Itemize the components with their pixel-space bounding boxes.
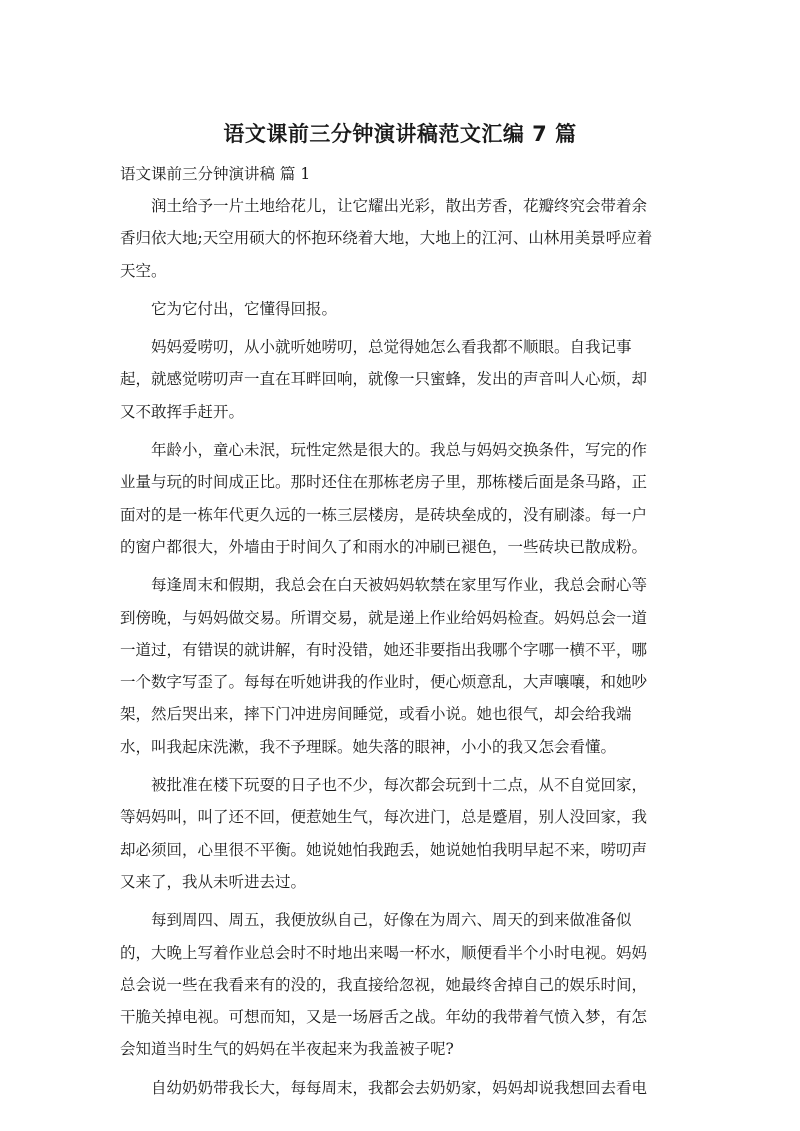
paragraph: 自幼奶奶带我长大，每每周末，我都会去奶奶家，妈妈却说我想回去看电 <box>151 1078 648 1097</box>
paragraph: 妈妈爱唠叨，从小就听她唠叨，总觉得她怎么看我都不顺眼。自我记事 起，就感觉唠叨声一直在耳畔回响，就像一只蜜蜂，发出的声音叫人心烦，却 又不敢挥手赶开。 <box>120 338 648 421</box>
section-heading: 语文课前三分钟演讲稿 篇 1 <box>120 165 311 183</box>
paragraph: 被批准在楼下玩耍的日子也不少，每次都会玩到十二点，从不自觉回家， 等妈妈叫，叫了还不回，便惹她生气，每次进门，总是蹙眉，别人没回家，我 却必须回，心里很不平衡。她说她怕我跑丢，她说她怕我明早起不来，唠叨声 又来了，我从未听进去过。 <box>120 776 648 891</box>
paragraph: 润土给予一片土地给花儿，让它耀出光彩，散出芳香，花瓣终究会带着余 香归依大地;天空用硕大的怀抱环绕着大地，大地上的江河、山林用美景呼应着 天空。 <box>120 197 653 280</box>
paragraph: 年龄小，童心未泯，玩性定然是很大的。我总与妈妈交换条件，写完的作 业量与玩的时间成正比。那时还住在那栋老房子里，那栋楼后面是条马路，正 面对的是一栋年代更久远的一栋三层楼房，是砖块垒成的，没有刷漆。每一户 的窗户都很大，外墙由于时间久了和雨水的冲刷已褪色，一些砖块已散成粉。 <box>120 441 648 556</box>
document-title: 语文课前三分钟演讲稿范文汇编 7 篇 <box>223 122 577 146</box>
paragraph: 每到周四、周五，我便放纵自己，好像在为周六、周天的到来做准备似 的，大晚上写着作业总会时不时地出来喝一杯水，顺便看半个小时电视。妈妈 总会说一些在我看来有的没的，我直接给忽视，她最终舍掉自己的娱乐时间， 干脆关掉电视。可想而知，又是一场唇舌之战。年幼的我带着气愤入梦，有怎 会知道当时生气的妈妈在半夜起来为我盖被子呢? <box>120 911 648 1059</box>
paragraph: 它为它付出，它懂得回报。 <box>151 299 338 318</box>
document-body <box>120 190 680 1110</box>
paragraph: 每逢周末和假期，我总会在白天被妈妈软禁在家里写作业，我总会耐心等 到傍晚，与妈妈做交易。所谓交易，就是递上作业给妈妈检查。妈妈总会一道 一道过，有错误的就讲解，有时没错，她还非要指出我哪个字哪一横不平，哪 一个数字写歪了。每每在听她讲我的作业时，便心烦意乱，大声嚷嚷，和她吵 架，然后哭出来，摔下门冲进房间睡觉，或看小说。她也很气，却会给我端 水，叫我起床洗漱，我不予理睬。她失落的眼神，小小的我又怎会看懂。 <box>120 576 648 756</box>
